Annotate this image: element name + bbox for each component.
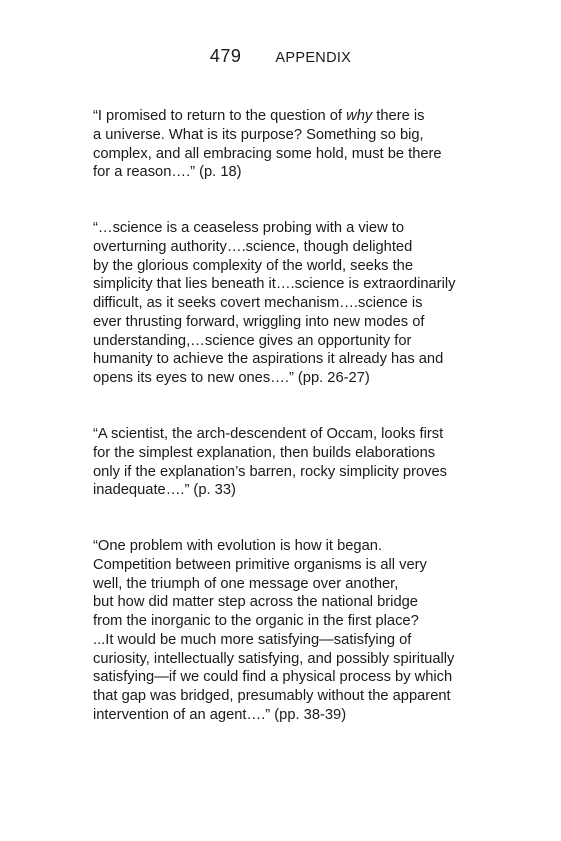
page-number: 479 [209, 46, 242, 66]
quote-line: opens its eyes to new ones….” (pp. 26-27) [93, 370, 370, 386]
quote-line: well, the triumph of one message over another, [93, 575, 399, 592]
quote-line: simplicity that lies beneath it….science is extraordinarily [93, 276, 456, 293]
quote-line: satisfying—if we could find a physical process by which [93, 669, 453, 686]
quote-block [93, 219, 473, 388]
quote-block [93, 107, 473, 182]
quote-line: a universe. What is its purpose? Something so big, [93, 126, 424, 143]
quote-line: for the simplest explanation, then builds elaborations [93, 444, 436, 461]
running-head: APPENDIX [275, 50, 352, 66]
quote-line: Competition between primitive organisms is all very [93, 556, 427, 573]
quote-line: intervention of an agent….” (pp. 38-39) [93, 706, 347, 723]
quote-block [93, 537, 473, 725]
quote-line: “I promised to return to the question of why there is [93, 108, 425, 124]
quote-line: curiosity, intellectually satisfying, and possibly spiritually [93, 650, 455, 667]
quote-block [93, 425, 473, 500]
quote-line: difficult, as it seeks covert mechanism….science is [93, 295, 423, 311]
quote-line: ...It would be much more satisfying—satisfying of [93, 631, 412, 648]
quote-line: “One problem with evolution is how it began. [93, 538, 383, 554]
quote-line: overturning authority….science, though delighted [93, 238, 413, 255]
quote-line: “A scientist, the arch-descendent of Occam, looks first [93, 426, 444, 442]
quote-line: from the inorganic to the organic in the first place? [93, 613, 419, 629]
quote-line: humanity to achieve the aspirations it already has and [93, 351, 444, 368]
quote-line: understanding,…science gives an opportunity for [93, 332, 412, 349]
quote-line: complex, and all embracing some hold, must be there [93, 145, 442, 162]
quote-line: “…science is a ceaseless probing with a view to [93, 220, 405, 236]
quote-line: inadequate….” (p. 33) [93, 482, 236, 499]
emphasis: why [346, 108, 373, 124]
quote-line: for a reason….” (p. 18) [93, 164, 242, 181]
quote-line: by the glorious complexity of the world, seeks the [93, 257, 414, 274]
page-header [0, 46, 561, 67]
quote-line: ever thrusting forward, wriggling into new modes of [93, 313, 425, 330]
quote-line: but how did matter step across the national bridge [93, 594, 418, 611]
quote-line: that gap was bridged, presumably without the apparent [93, 688, 451, 704]
quote-line: only if the explanation’s barren, rocky simplicity proves [93, 463, 448, 480]
